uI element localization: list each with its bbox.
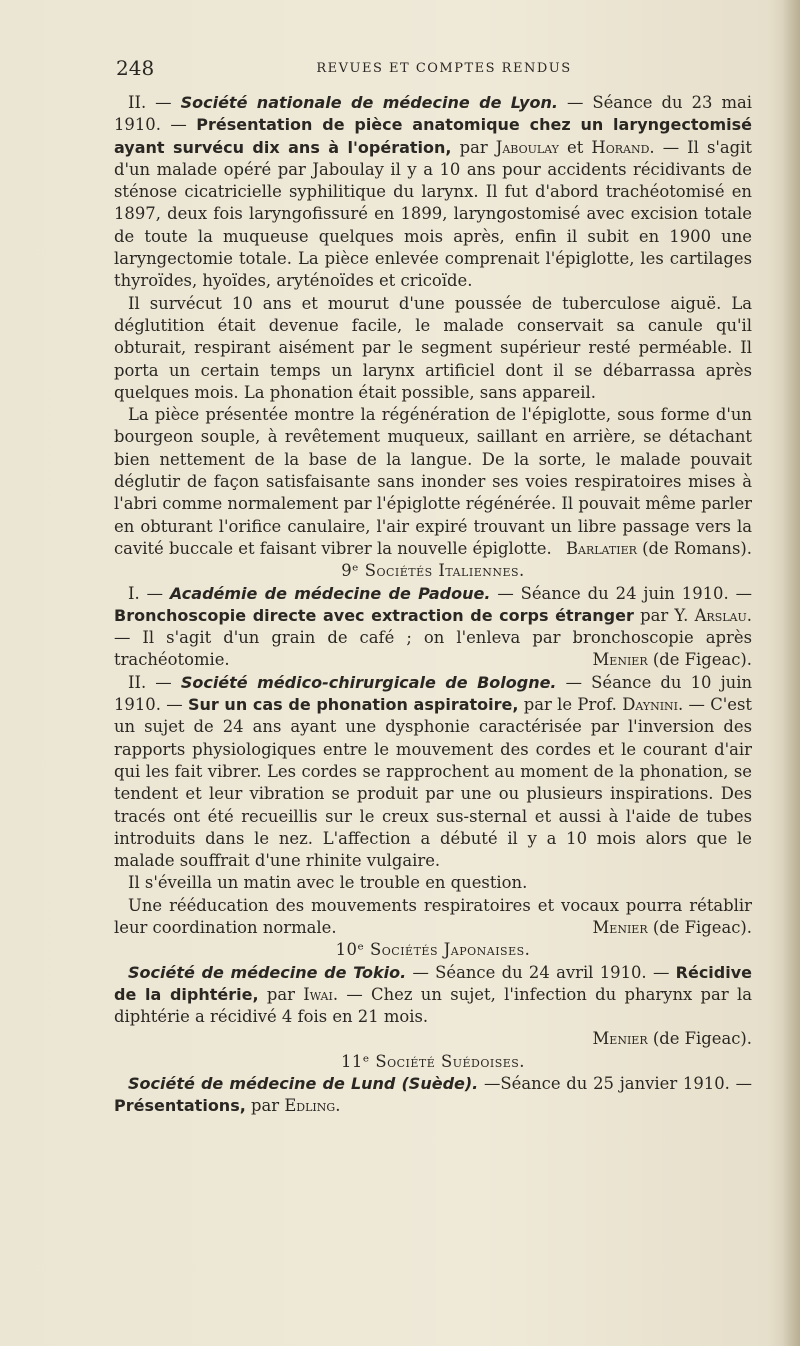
society-name: Société médico-chirurgicale de Bologne. (180, 672, 557, 692)
author-name: Jaboulay (495, 137, 559, 157)
page-number: 248 (116, 56, 155, 80)
signature-place: (de Romans). (636, 538, 752, 558)
paragraph-bologne (114, 672, 752, 873)
section-heading-japanese: 10ᵉ Sociétés Japonaises. (335, 940, 531, 960)
paragraph-text: .— Il s'agit d'un grain de café ; on l'enleva par bronchoscopie après trachéotomie. (114, 605, 752, 670)
paragraph-end: . (335, 1096, 341, 1116)
paragraph-awakening: Il s'éveilla un matin avec le trouble en question. (128, 873, 528, 893)
article-body (114, 92, 752, 1118)
page-header (116, 56, 752, 80)
society-name: Académie de médecine de Padoue. (169, 583, 491, 603)
article-title: Sur un cas de phonation aspiratoire, (187, 695, 519, 715)
session-date: — Séance du 24 juin 1910. — (490, 583, 752, 603)
author-name: Daynini (622, 695, 679, 715)
session-date: — Séance du 23 mai 1910. — (114, 93, 752, 135)
signature-tokio (114, 1028, 752, 1050)
session-date: —Séance du 25 janvier 1910. — (478, 1074, 752, 1094)
by-text: par (451, 137, 496, 157)
paragraph-survival: Il survécut 10 ans et mourut d'une poussée de tuberculose aiguë. La déglutition était devenue facile, le malade conservait sa canule qu'il obturait, respirant aisément par le segment supérieur resté perméable. Il porta un certain temps un larynx artificiel dont il se débarrassa après quelques mois. La phonation était possible, sans appareil. (114, 293, 752, 402)
signature-place: (de Figeac). (647, 1029, 752, 1049)
signature-name: Menier (592, 917, 648, 937)
paragraph-reeducation (114, 895, 752, 940)
paragraph-text: . — Il s'agit d'un malade opéré par Jaboulay il y a 10 ans pour accidents récidivants de sténose cicatricielle syphilitique du larynx. Il fut d'abord trachéotomisé en 1897, deux fois laryngofissuré en 1899, laryngostomisé avec excision totale de toute la muqueuse quelques mois après, enfin il subit en 1900 une laryngectomie totale. La pièce enlevée comprenait l'épiglotte, les cartilages thyroïdes, hyoïdes, aryténoïdes et cricoïde. (114, 137, 752, 291)
session-date: — Séance du 24 avril 1910. — (406, 962, 676, 982)
section-lead: II. — (128, 672, 181, 692)
and-text: et (558, 137, 592, 157)
paragraph-epiglottis (114, 404, 752, 560)
paragraph-lund (114, 1073, 752, 1118)
session-date: — Séance du 10 juin 1910. — (114, 672, 753, 715)
by-text: par (258, 984, 304, 1004)
author-name: Iwai (303, 984, 333, 1004)
author-name: Arslau (694, 605, 747, 625)
paragraph-padoue (114, 583, 752, 672)
society-name: Société de médecine de Lund (Suède). (128, 1074, 479, 1094)
paragraph-tokio (114, 962, 752, 1029)
section-heading-swedish: 11ᵉ Société Suédoises. (340, 1051, 526, 1071)
by-text: par Y. (633, 605, 695, 625)
author-name: Horand (591, 137, 650, 157)
section-lead: I. — (128, 583, 170, 603)
signature-name: Menier (592, 650, 648, 670)
signature-name: Barlatier (565, 538, 637, 558)
section-heading-italian: 9ᵉ Sociétés Italiennes. (341, 561, 525, 581)
society-name: Société nationale de médecine de Lyon. (180, 93, 558, 112)
article-title: Bronchoscopie directe avec extraction de corps étranger (114, 605, 634, 625)
author-name: Edling (284, 1096, 336, 1116)
society-name: Société de médecine de Tokio. (128, 962, 407, 982)
paragraph-text: . — C'est un sujet de 24 ans ayant une dysphonie caractérisée par l'inversion des rapports physiologiques entre le mouvement des cordes et le courant d'air qui les fait vibrer. Les cordes se rapprochent au moment de la phonation, se tendent et leur vibration se produit par une ou plusieurs inspirations. Des tracés ont été recueillis sur le creux sus-sternal et aussi à l'aide de tubes introduits dans le nez. L'affection a débuté il y a 10 mois alors que le malade souffrait d'une rhinite vulgaire. (114, 695, 753, 871)
section-lead: II. — (128, 93, 181, 112)
signature-place: (de Figeac). (647, 917, 752, 937)
page-edge-shadow (782, 0, 800, 1346)
paragraph-text: La pièce présentée montre la régénération de l'épiglotte, sous forme d'un bourgeon souple, à revêtement muqueux, saillant en arrière, se détachant bien nettement de la base de la langue. De la sorte, le malade pouvait déglutir de façon satisfaisante sans inonder ses voies respiratoires mises à l'abri comme normalement par l'épiglotte régénérée. Il pouvait même parler en obturant l'orifice canulaire, l'air expiré trouvant un libre passage vers la cavité buccale et faisant vibrer la nouvelle épiglotte. (114, 405, 752, 558)
article-title: Présentations, (114, 1096, 246, 1116)
signature-place: (de Figeac). (647, 650, 752, 670)
running-head: REVUES ET COMPTES RENDUS (316, 61, 572, 76)
paragraph-text: . — Chez un sujet, l'infection du pharynx par la diphtérie a récidivé 4 fois en 21 mois. (114, 984, 752, 1027)
by-text: par (245, 1096, 285, 1116)
by-text: par le Prof. (518, 695, 623, 715)
article-title: Présentation de pièce anatomique chez un laryngectomisé ayant survécu dix ans à l'opération, (114, 115, 753, 157)
article-title: Récidive de la diphtérie, (114, 962, 752, 1004)
signature-name: Menier (592, 1029, 648, 1049)
paragraph-text: Une rééducation des mouvements respiratoires et vocaux pourra rétablir leur coordination normale. (114, 895, 752, 937)
paragraph-lyon (114, 92, 752, 293)
